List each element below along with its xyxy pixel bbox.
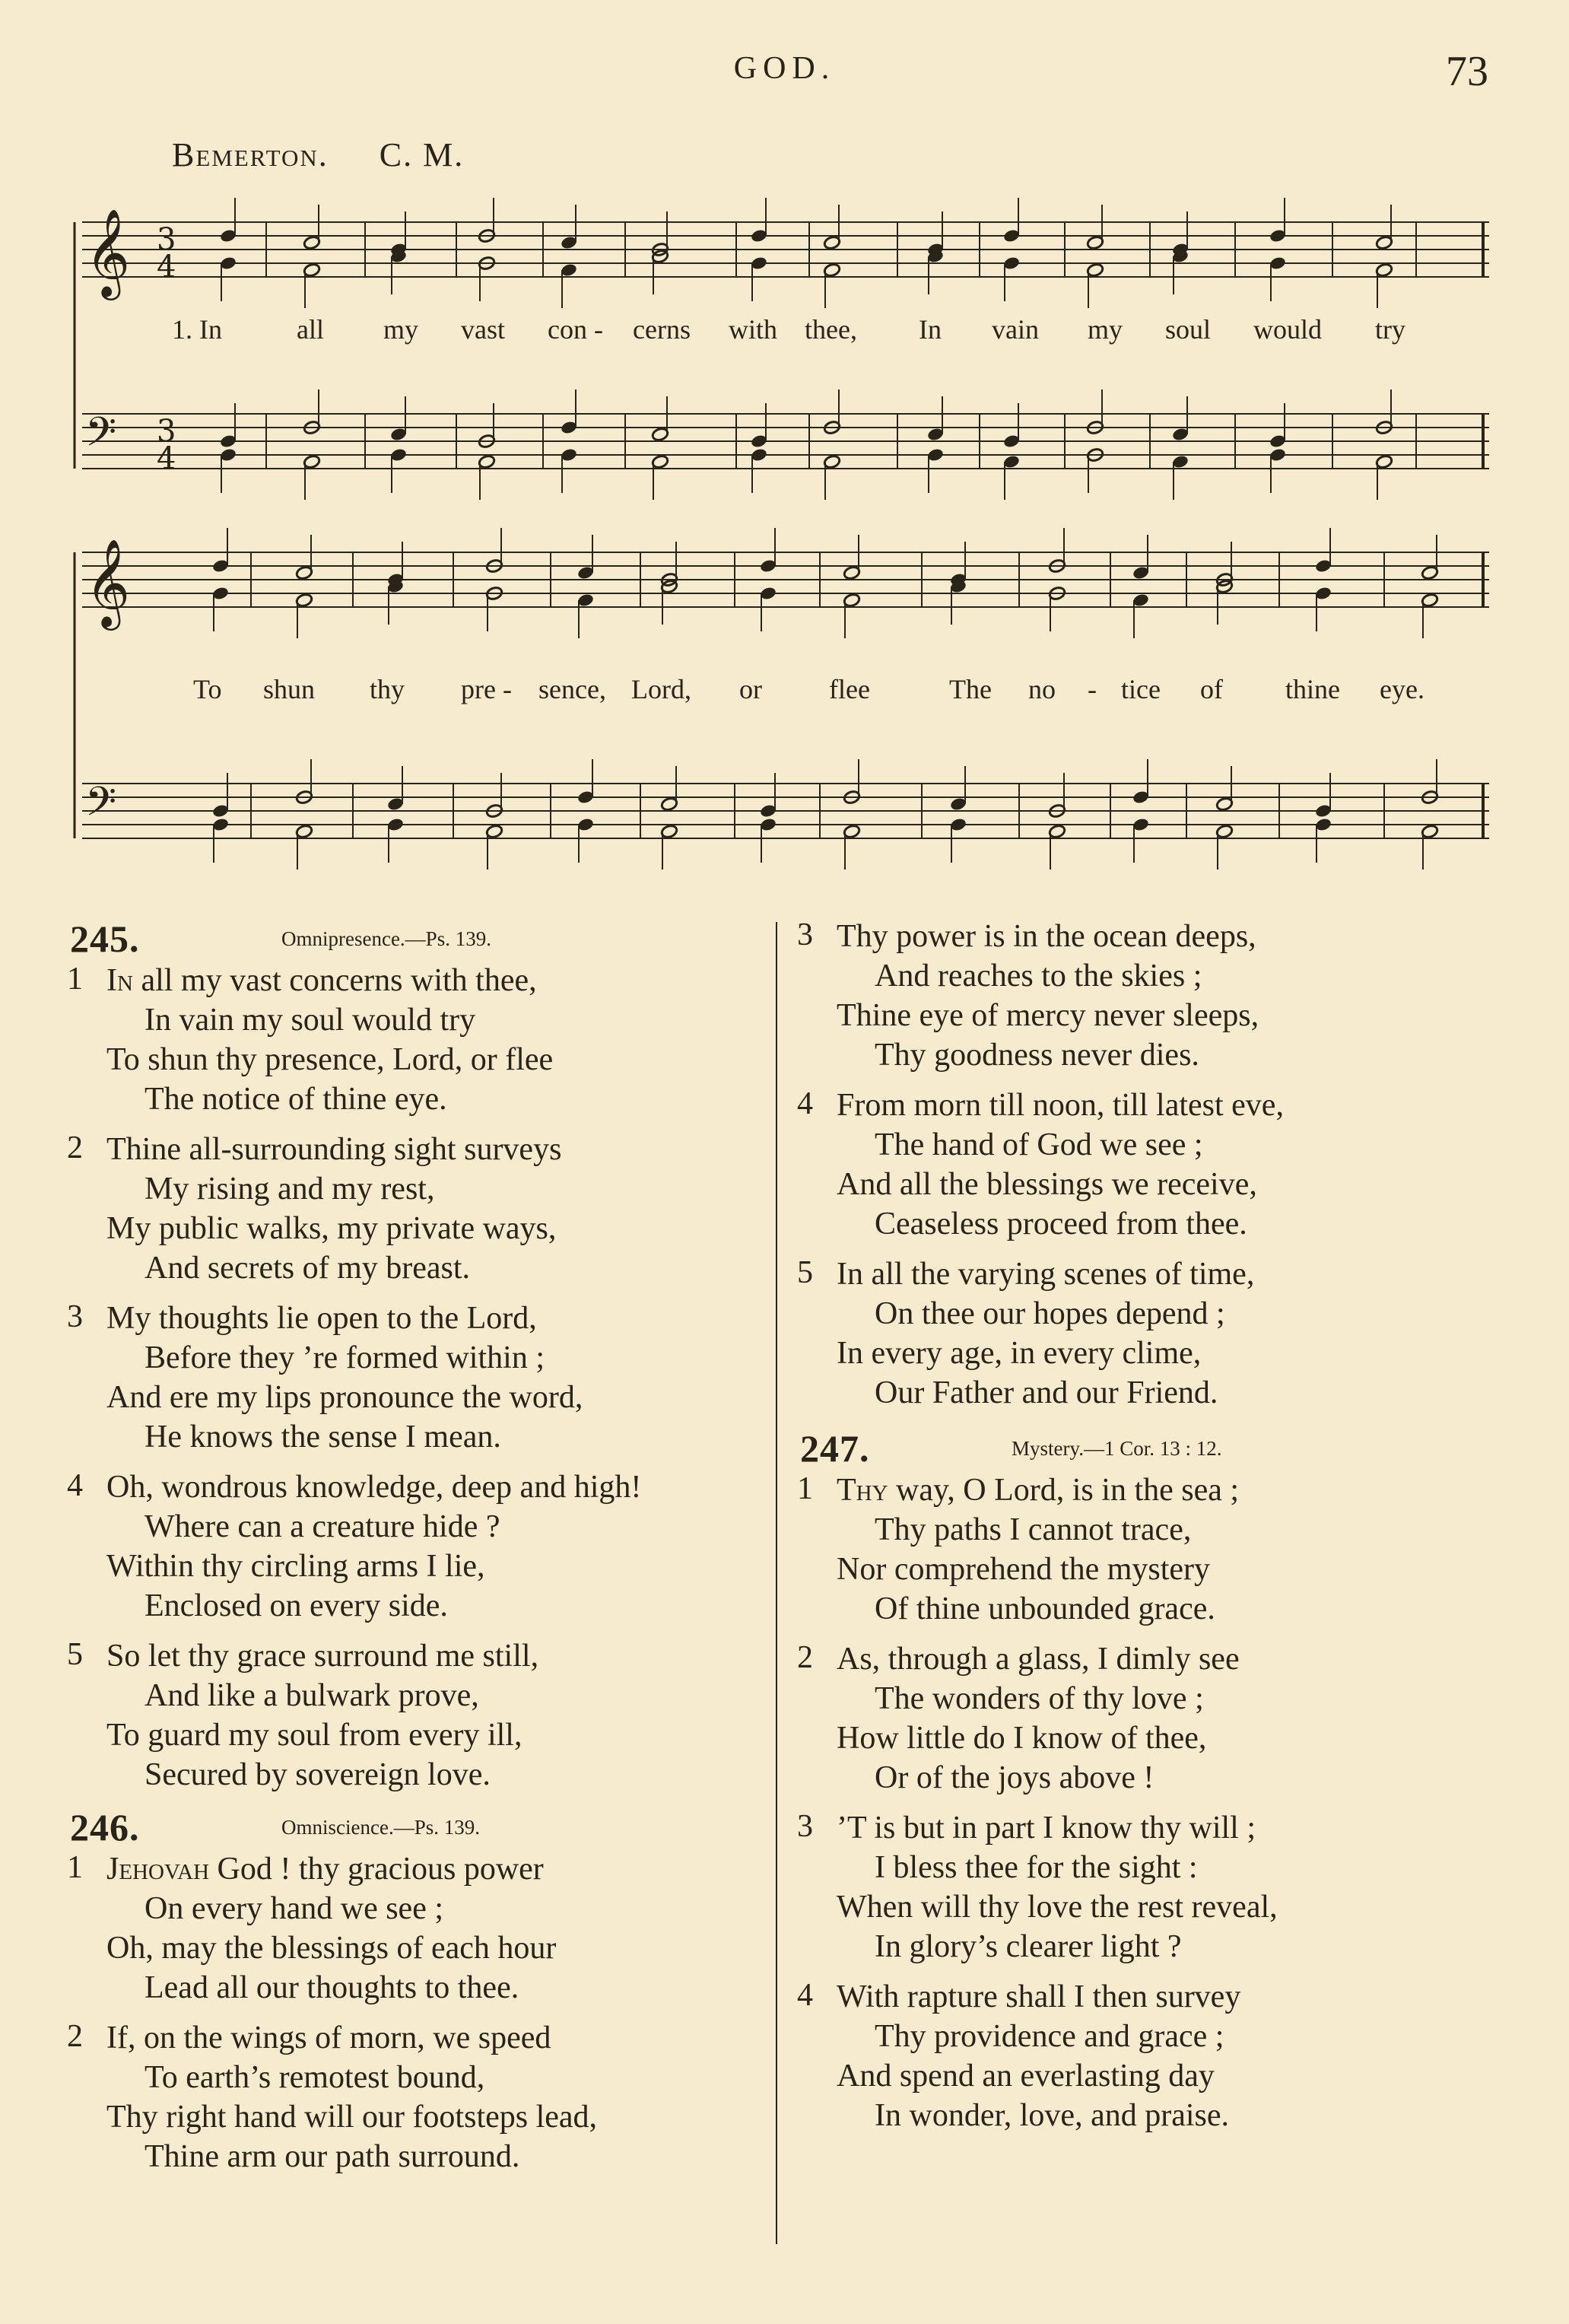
verse-line: Thy paths I cannot trace, [875, 1512, 1192, 1547]
stanza [791, 1086, 1475, 1244]
music-glyph: 4 [157, 250, 176, 285]
lyric-syllable: would [1253, 314, 1322, 345]
verse-number: 3 [797, 917, 813, 952]
verse-line: He knows the sense I mean. [145, 1420, 501, 1454]
verse-line: I bless thee for the sight : [875, 1850, 1198, 1885]
lyric-row-2 [0, 673, 1569, 707]
verse-line [61, 1849, 776, 1889]
lyric-syllable: 1. In [172, 314, 222, 345]
verse-line: In every age, in every clime, [837, 1336, 1202, 1371]
music-glyph: 𝄞 [85, 208, 131, 297]
verse-line: Lead all our thoughts to thee. [145, 1970, 519, 2005]
stanza [791, 1254, 1475, 1413]
verse-number: 3 [67, 1299, 83, 1334]
verse-line: Thy goodness never dies. [875, 1038, 1199, 1073]
verse-line: ’T is but in part I know thy will ; [837, 1811, 1256, 1846]
lyric-syllable: thine [1285, 674, 1340, 704]
lyric-syllable: flee [829, 674, 870, 704]
lyric-syllable: my [383, 314, 419, 345]
stanza [791, 1470, 1475, 1629]
verse-line: Thine all-surrounding sight surveys [106, 1132, 562, 1167]
verse-line: Thy right hand will our footsteps lead, [106, 2100, 598, 2135]
verse-line: The wonders of thy love ; [875, 1681, 1204, 1716]
verse-line: Before they ’re formed within ; [145, 1340, 545, 1375]
right-column [791, 917, 1475, 2146]
music-glyph: 3 [157, 222, 176, 257]
verse-number: 2 [797, 1640, 813, 1675]
music-glyph: 𝄢 [85, 409, 117, 466]
stanza [61, 1299, 776, 1457]
verse-line: And all the blessings we receive, [837, 1167, 1257, 1202]
verse-line: The notice of thine eye. [145, 1082, 447, 1117]
verse-number: 4 [67, 1468, 83, 1503]
verse-line: To shun thy presence, Lord, or flee [106, 1042, 554, 1077]
lyric-syllable: shun [263, 674, 316, 704]
verse-line: Oh, wondrous knowledge, deep and high! [106, 1470, 642, 1505]
verse-line-rest: all my vast concerns with thee, [132, 963, 537, 998]
lyric-syllable: con - [548, 314, 603, 345]
lyric-syllable: vast [461, 314, 505, 345]
hymn-246-continued [791, 917, 1475, 1413]
verse-number: 1 [67, 962, 83, 997]
small-caps-opening: Jehovah [106, 1852, 210, 1887]
hymn-subject: Omniscience.—Ps. 139. [281, 1816, 480, 1839]
lyric-syllable: with [729, 314, 778, 345]
verse-number: 1 [797, 1471, 813, 1506]
verse-line: Where can a creature hide ? [145, 1509, 500, 1544]
verse-number: 2 [67, 1130, 83, 1165]
stanza [791, 1639, 1475, 1798]
lyric-syllable: eye. [1380, 674, 1424, 704]
verse-line [791, 1470, 1475, 1510]
score-notes [85, 198, 1439, 870]
page-number: 73 [1446, 48, 1488, 95]
verse-line: And like a bulwark prove, [145, 1678, 479, 1713]
verse-line-rest: way, O Lord, is in the sea ; [888, 1473, 1240, 1508]
verse-line: If, on the wings of morn, we speed [106, 2020, 551, 2055]
hymn-number: 247. [800, 1427, 870, 1470]
verse-line: In vain my soul would try [145, 1003, 476, 1038]
verse-line: In all the varying scenes of time, [837, 1257, 1255, 1292]
verse-line: On thee our hopes depend ; [875, 1296, 1225, 1331]
verse-line: In wonder, love, and praise. [875, 2098, 1229, 2133]
lyric-syllable: tice [1121, 674, 1161, 704]
lyric-syllable: The [949, 674, 992, 704]
small-caps-opening: In [106, 963, 133, 998]
verse-line: Ceaseless proceed from thee. [875, 1207, 1247, 1241]
stanza [791, 917, 1475, 1075]
lyric-syllable: thee, [805, 314, 857, 345]
verse-line: The hand of God we see ; [875, 1127, 1203, 1162]
verse-line: And ere my lips pronounce the word, [106, 1380, 583, 1415]
verse-line: When will thy love the rest reveal, [837, 1890, 1278, 1925]
music-glyph: 3 [157, 414, 176, 449]
lyric-syllable: or [739, 674, 762, 704]
hymn-246-heading [61, 1805, 776, 1849]
verse-line: My rising and my rest, [145, 1172, 435, 1207]
verse-line: Thine arm our path surround. [145, 2139, 520, 2174]
verse-line: Of thine unbounded grace. [875, 1591, 1215, 1626]
verse-number: 2 [67, 2019, 83, 2054]
stanza [61, 1467, 776, 1626]
verse-line: And reaches to the skies ; [875, 959, 1202, 994]
lyric-syllable: To [193, 674, 222, 704]
verse-line: In glory’s clearer light ? [875, 1929, 1182, 1964]
column-rule [776, 922, 777, 2244]
lyric-syllable: cerns [633, 314, 691, 345]
lyric-syllable: - [1088, 674, 1097, 704]
verse-line: And secrets of my breast. [145, 1251, 471, 1286]
hymn-number: 246. [70, 1806, 140, 1849]
hymn-number: 245. [70, 917, 140, 960]
verse-line: My thoughts lie open to the Lord, [106, 1301, 537, 1336]
lyric-syllable: no [1028, 674, 1056, 704]
lyric-syllable: thy [370, 674, 405, 704]
verse-number: 5 [67, 1637, 83, 1672]
music-glyph: 𝄢 [85, 779, 117, 835]
left-column [61, 917, 776, 2187]
hymn-subject: Mystery.—1 Cor. 13 : 12. [1012, 1437, 1222, 1460]
lyric-syllable: all [297, 314, 324, 345]
verse-line: As, through a glass, I dimly see [837, 1642, 1240, 1677]
tune-meter: C. M. [379, 136, 465, 173]
stanza [61, 1849, 776, 2008]
lyric-syllable: In [919, 314, 942, 345]
verse-line: My public walks, my private ways, [106, 1211, 557, 1246]
stanza [791, 1977, 1475, 2135]
hymn-247-heading [791, 1426, 1475, 1470]
verse-number: 3 [797, 1809, 813, 1844]
verse-number: 1 [67, 1850, 83, 1885]
lyric-syllable: of [1200, 674, 1223, 704]
hymn-247 [791, 1470, 1475, 2135]
lyric-syllable: vain [992, 314, 1039, 345]
verse-line: Enclosed on every side. [145, 1588, 448, 1623]
stanza [61, 961, 776, 1119]
verse-line: To earth’s remotest bound, [145, 2060, 485, 2095]
lyric-syllable: my [1088, 314, 1123, 345]
verse-line: On every hand we see ; [145, 1891, 444, 1926]
lyric-syllable: try [1375, 314, 1405, 345]
lyric-row-1 [0, 313, 1569, 347]
verse-number: 5 [797, 1255, 813, 1290]
verse-line: Thy power is in the ocean deeps, [837, 919, 1256, 954]
verse-line: So let thy grace surround me still, [106, 1639, 539, 1674]
verse-line [61, 961, 776, 1000]
lyric-syllable: sence, [538, 674, 606, 704]
lyric-syllable: pre - [461, 674, 512, 704]
music-score [0, 0, 1569, 905]
verse-number: 4 [797, 1978, 813, 2013]
running-head: GOD. [733, 51, 836, 86]
music-glyph: 4 [157, 441, 176, 476]
stanza [61, 2018, 776, 2176]
verse-line: Nor comprehend the mystery [837, 1552, 1211, 1587]
stanza [61, 1130, 776, 1288]
verse-line: Oh, may the blessings of each hour [106, 1931, 557, 1966]
verse-line: Secured by sovereign love. [145, 1757, 491, 1792]
hymn-subject: Omnipresence.—Ps. 139. [281, 927, 491, 950]
tune-name: Bemerton. [172, 136, 329, 173]
lyric-syllable: Lord, [631, 674, 691, 704]
small-caps-opening: Thy [837, 1473, 888, 1508]
verse-line: To guard my soul from every ill, [106, 1718, 522, 1753]
verse-line: And spend an everlasting day [837, 2059, 1215, 2094]
hymn-245 [61, 961, 776, 1795]
hymn-245-heading [61, 917, 776, 961]
stanza [61, 1636, 776, 1795]
verse-line: Thy providence and grace ; [875, 2019, 1224, 2054]
verse-line-rest: God ! thy gracious power [209, 1852, 544, 1887]
verse-number: 4 [797, 1086, 813, 1121]
stanza [791, 1808, 1475, 1966]
hymn-246 [61, 1849, 776, 2176]
verse-line: Thine eye of mercy never sleeps, [837, 998, 1259, 1033]
verse-line: With rapture shall I then survey [837, 1979, 1241, 2014]
verse-line: Our Father and our Friend. [875, 1375, 1218, 1410]
verse-line: From morn till noon, till latest eve, [837, 1088, 1284, 1123]
verse-line: How little do I know of thee, [837, 1721, 1207, 1756]
verse-line: Or of the joys above ! [875, 1760, 1155, 1795]
lyric-syllable: soul [1165, 314, 1212, 345]
verse-line: Within thy circling arms I lie, [106, 1549, 485, 1584]
music-glyph: 𝄞 [85, 538, 131, 627]
